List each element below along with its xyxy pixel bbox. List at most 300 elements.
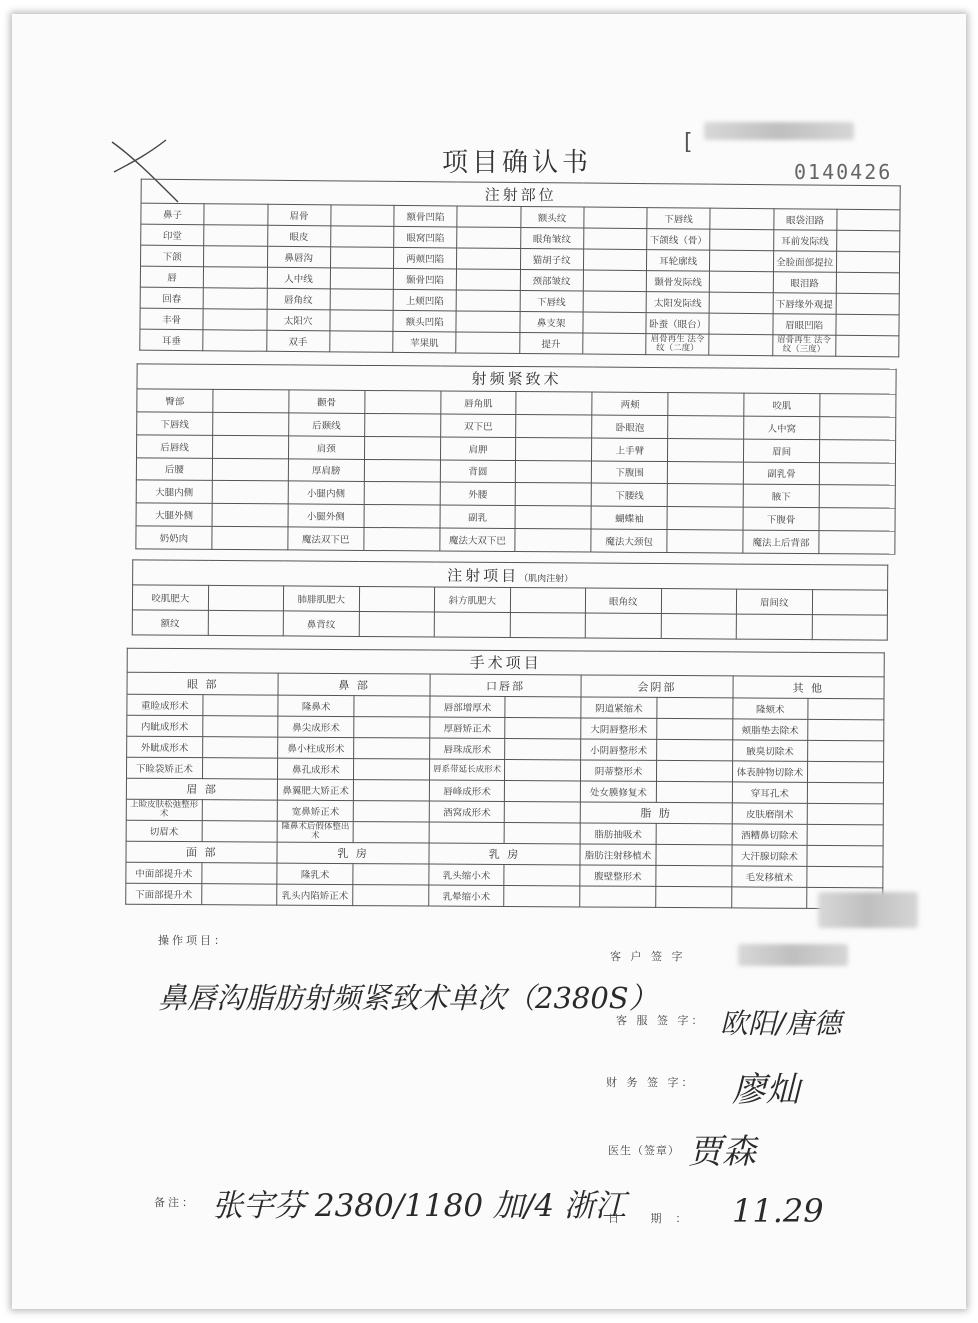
surgery-item-label: 鼻翼肥大矫正术	[278, 779, 354, 800]
surgery-checkbox[interactable]	[202, 800, 278, 821]
surgery-item-label: 外眦成形术	[127, 736, 203, 757]
surgery-column-header: 其 他	[732, 676, 884, 699]
rf-tightening-item-label: 两颊	[592, 392, 668, 415]
rf-tightening-item-label: 副乳	[440, 505, 516, 528]
injection-site-checkbox[interactable]	[709, 334, 772, 356]
injection-site-item-label: 眉骨再生 法令纹（二度）	[646, 334, 709, 356]
injection-items-item-label	[434, 612, 510, 638]
rf-tightening-item-label: 臀部	[137, 389, 213, 412]
surgery-item-label: 下睑袋矫正术	[126, 757, 202, 778]
surgery-item-label: 腋臭切除术	[732, 740, 808, 761]
rf-tightening-checkbox[interactable]	[668, 392, 744, 415]
injection-site-item-label: 颈部皱纹	[520, 269, 583, 291]
surgery-item-label	[429, 822, 505, 843]
surgery-item-label: 切眉术	[126, 820, 202, 841]
surgery-item-label: 穿耳孔术	[732, 782, 808, 803]
surgery-item-label: 处女膜修复术	[580, 781, 656, 802]
surgery-item-label: 腹壁整形术	[580, 865, 656, 886]
form-page	[12, 14, 966, 1309]
injection-site-checkbox[interactable]	[456, 332, 519, 354]
rf-tightening-checkbox[interactable]	[516, 437, 592, 460]
rf-tightening-item-label: 蝴蝶袖	[591, 506, 667, 529]
injection-site-checkbox[interactable]	[583, 249, 646, 271]
injection-items-item-label: 眉间纹	[736, 589, 812, 615]
injection-items-checkbox[interactable]	[359, 611, 435, 637]
surgery-checkbox[interactable]	[656, 760, 732, 781]
rf-tightening-item-label: 双下巴	[440, 414, 516, 437]
rf-tightening-checkbox[interactable]	[364, 390, 440, 413]
rf-tightening-row	[136, 526, 895, 554]
rf-tightening-checkbox[interactable]	[212, 504, 288, 527]
injection-site-item-label: 卧蚕（眼台）	[646, 313, 709, 335]
rf-tightening-item-label: 外腰	[440, 482, 516, 505]
injection-site-item-label: 唇角纹	[267, 288, 330, 310]
injection-items-title: 注射项目	[447, 566, 520, 585]
injection-site-item-label: 猫胡子纹	[520, 249, 583, 271]
injection-site-item-label: 两颊凹陷	[393, 247, 456, 269]
injection-site-item-label: 下唇缘外观提	[773, 293, 836, 315]
injection-site-checkbox[interactable]	[204, 204, 267, 226]
service-signature-value: 欧阳/唐德	[720, 1007, 842, 1040]
rf-tightening-item-label: 下腹骨	[743, 507, 819, 530]
surgery-item-label: 宽鼻矫正术	[278, 800, 354, 821]
surgery-table	[125, 648, 885, 910]
surgery-checkbox[interactable]	[354, 696, 430, 717]
surgery-checkbox[interactable]	[202, 716, 278, 737]
surgery-item-label	[580, 886, 656, 907]
rf-tightening-item-label: 魔法双下巴	[288, 527, 364, 550]
injection-items-item-label: 鼻背纹	[283, 611, 359, 637]
surgery-checkbox[interactable]	[505, 822, 581, 843]
surgery-column-header: 口唇部	[430, 674, 582, 697]
rf-tightening-checkbox[interactable]	[212, 458, 288, 481]
surgery-item-label: 鼻孔成形术	[278, 758, 354, 779]
rf-tightening-item-label: 大腿内侧	[136, 480, 212, 503]
rf-tightening-checkbox[interactable]	[820, 394, 896, 417]
rf-tightening-item-label: 下腹围	[592, 461, 668, 484]
injection-site-item-label: 眉眼凹陷	[772, 314, 835, 336]
injection-site-item-label: 丰骨	[140, 308, 203, 330]
rf-tightening-checkbox[interactable]	[668, 415, 744, 438]
injection-site-item-label: 下颌	[141, 245, 204, 267]
injection-site-checkbox[interactable]	[331, 205, 394, 227]
injection-site-item-label: 人中线	[267, 267, 330, 289]
injection-items-item-label: 肺腓肌肥大	[283, 586, 359, 612]
surgery-item-label: 小阴唇整形术	[581, 739, 657, 760]
injection-site-checkbox[interactable]	[330, 268, 393, 290]
injection-site-checkbox[interactable]	[710, 229, 773, 251]
surgery-checkbox[interactable]	[807, 824, 883, 845]
injection-site-item-label: 眼袋泪路	[773, 209, 836, 231]
surgery-checkbox[interactable]	[505, 718, 581, 739]
rf-tightening-item-label: 后唇线	[137, 435, 213, 458]
remark-value: 张宇芬 2380/1180 加/4 浙江	[212, 1188, 626, 1224]
surgery-checkbox[interactable]	[202, 863, 278, 884]
injection-site-checkbox[interactable]	[836, 272, 899, 294]
surgery-item-label: 鼻小柱成形术	[278, 737, 354, 758]
surgery-checkbox[interactable]	[505, 780, 581, 801]
rf-tightening-table	[135, 363, 896, 554]
rf-tightening-checkbox[interactable]	[516, 460, 592, 483]
injection-site-checkbox[interactable]	[330, 310, 393, 332]
rf-tightening-item-label: 小腿内侧	[288, 481, 364, 504]
injection-site-checkbox[interactable]	[456, 290, 519, 312]
rf-tightening-checkbox[interactable]	[515, 529, 591, 552]
surgery-checkbox[interactable]	[202, 821, 278, 842]
rf-tightening-checkbox[interactable]	[819, 508, 895, 531]
surgery-checkbox[interactable]	[505, 739, 581, 760]
rf-tightening-checkbox[interactable]	[819, 462, 895, 485]
rf-tightening-item-label: 副乳骨	[743, 462, 819, 485]
injection-site-item-label: 额骨凹陷	[394, 205, 457, 227]
surgery-subsection-header: 脂 肪	[580, 802, 732, 824]
surgery-subsection-header: 面 部	[126, 841, 278, 863]
injection-site-checkbox[interactable]	[330, 331, 393, 353]
injection-site-item-label: 额头凹陷	[393, 310, 456, 332]
surgery-checkbox[interactable]	[656, 886, 732, 907]
rf-tightening-item-label: 唇角肌	[440, 391, 516, 414]
injection-site-item-label: 回春	[140, 287, 203, 309]
doctor-signature-value: 贾森	[688, 1132, 756, 1172]
injection-site-checkbox[interactable]	[204, 267, 267, 289]
injection-site-item-label: 上颊凹陷	[393, 289, 456, 311]
rf-tightening-checkbox[interactable]	[212, 435, 288, 458]
rf-tightening-item-label: 腋下	[743, 484, 819, 507]
injection-site-item-label: 鼻唇沟	[267, 246, 330, 268]
rf-tightening-checkbox[interactable]	[364, 413, 440, 436]
surgery-checkbox[interactable]	[808, 698, 884, 719]
rf-tightening-item-label: 肩颈	[288, 436, 364, 459]
surgery-item-label: 隆乳术	[277, 863, 353, 884]
injection-site-checkbox[interactable]	[710, 271, 773, 293]
injection-items-item-label: 咬肌肥大	[132, 585, 208, 611]
injection-site-checkbox[interactable]	[837, 209, 900, 231]
injection-items-subheader: （肌肉注射）	[519, 573, 574, 584]
surgery-item-label: 乳晕缩小术	[428, 885, 504, 906]
injection-site-checkbox[interactable]	[835, 335, 898, 357]
rf-tightening-item-label: 颧骨	[289, 390, 365, 413]
rf-tightening-checkbox[interactable]	[667, 484, 743, 507]
rf-tightening-checkbox[interactable]	[213, 389, 289, 412]
finance-signature-value: 廖灿	[732, 1070, 800, 1110]
injection-site-checkbox[interactable]	[583, 333, 646, 355]
surgery-item-label: 乳头内陷矫正术	[277, 884, 353, 905]
surgery-item-label: 上睑皮肤松弛整形术	[126, 799, 202, 820]
injection-site-checkbox[interactable]	[836, 314, 899, 336]
rf-tightening-checkbox[interactable]	[820, 439, 896, 462]
surgery-item-label: 脂肪抽吸术	[580, 823, 656, 844]
surgery-column-header: 会阴部	[581, 675, 733, 698]
injection-site-checkbox[interactable]	[203, 330, 266, 352]
surgery-checkbox[interactable]	[353, 801, 429, 822]
serial-number: 0140426	[794, 160, 893, 184]
surgery-checkbox[interactable]	[807, 845, 883, 866]
rf-tightening-header: 射频紧致术	[137, 364, 896, 394]
rf-tightening-checkbox[interactable]	[516, 414, 592, 437]
injection-items-table	[132, 559, 889, 640]
rf-tightening-item-label: 大腿外侧	[136, 503, 212, 526]
injection-site-item-label: 鼻子	[141, 203, 204, 225]
rf-tightening-checkbox[interactable]	[516, 483, 592, 506]
surgery-checkbox[interactable]	[808, 761, 884, 782]
rf-tightening-checkbox[interactable]	[667, 530, 743, 553]
surgery-checkbox[interactable]	[808, 740, 884, 761]
surgery-item-label: 隆鼻术后假体整出术	[277, 821, 353, 842]
form-title: 项目确认书	[442, 148, 593, 178]
rf-tightening-checkbox[interactable]	[212, 526, 288, 549]
injection-site-item-label: 苹果肌	[393, 331, 456, 353]
rf-tightening-item-label: 眉间	[744, 439, 820, 462]
surgery-checkbox[interactable]	[807, 866, 883, 887]
injection-items-item-label: 眼角纹	[585, 588, 661, 614]
injection-items-checkbox[interactable]	[661, 589, 737, 615]
surgery-subsection-header: 乳 房	[429, 843, 581, 865]
surgery-checkbox[interactable]	[657, 718, 733, 739]
injection-site-item-label: 下颌线（骨）	[647, 229, 710, 251]
surgery-item-label: 乳头缩小术	[429, 864, 505, 885]
rf-tightening-item-label: 小腿外侧	[288, 504, 364, 527]
surgery-checkbox[interactable]	[656, 844, 732, 865]
rf-tightening-checkbox[interactable]	[819, 485, 895, 508]
injection-site-checkbox[interactable]	[709, 292, 772, 314]
injection-site-checkbox[interactable]	[457, 248, 520, 270]
surgery-subsection-header: 眉 部	[126, 778, 278, 800]
redacted-block	[738, 944, 848, 966]
rf-tightening-item-label: 下唇线	[137, 412, 213, 435]
surgery-checkbox[interactable]	[353, 885, 429, 906]
injection-items-checkbox[interactable]	[661, 614, 737, 640]
injection-site-item-label: 鼻支架	[519, 311, 582, 333]
rf-tightening-checkbox[interactable]	[516, 391, 592, 414]
surgery-checkbox[interactable]	[202, 737, 278, 758]
injection-site-item-label: 颞骨凹陷	[393, 268, 456, 290]
surgery-checkbox[interactable]	[656, 823, 732, 844]
surgery-item-label: 隆鼻术	[278, 695, 354, 716]
rf-tightening-checkbox[interactable]	[212, 481, 288, 504]
surgery-checkbox[interactable]	[354, 717, 430, 738]
injection-items-checkbox[interactable]	[208, 610, 284, 636]
rf-tightening-item-label: 咬肌	[744, 393, 820, 416]
injection-items-row	[132, 610, 887, 640]
injection-site-item-label: 眼泪路	[773, 272, 836, 294]
injection-site-item-label: 印堂	[141, 224, 204, 246]
surgery-item-label: 唇部增厚术	[430, 696, 506, 717]
rf-tightening-item-label: 上手臂	[592, 438, 668, 461]
injection-site-item-label: 唇	[140, 266, 203, 288]
service-signature-label: 客 服 签 字：	[616, 1014, 706, 1027]
surgery-checkbox[interactable]	[808, 719, 884, 740]
injection-site-item-label: 双手	[266, 330, 329, 352]
injection-site-checkbox[interactable]	[584, 207, 647, 229]
surgery-checkbox[interactable]	[505, 697, 581, 718]
surgery-checkbox[interactable]	[656, 739, 732, 760]
surgery-item-label: 阴道紧缩术	[581, 697, 657, 718]
surgery-checkbox[interactable]	[354, 759, 430, 780]
rf-tightening-checkbox[interactable]	[668, 438, 744, 461]
injection-items-checkbox[interactable]	[359, 586, 435, 612]
surgery-item-label: 颊脂垫去除术	[732, 719, 808, 740]
rf-tightening-item-label: 下腰线	[592, 483, 668, 506]
surgery-item-label: 毛发移植术	[731, 866, 807, 887]
surgery-checkbox[interactable]	[353, 864, 429, 885]
surgery-checkbox[interactable]	[505, 801, 581, 822]
rf-tightening-item-label: 厚肩膀	[288, 458, 364, 481]
rf-tightening-checkbox[interactable]	[668, 461, 744, 484]
surgery-row	[126, 883, 883, 909]
rf-tightening-item-label: 魔法上后背部	[743, 530, 819, 553]
surgery-subsection-header: 乳 房	[277, 842, 429, 864]
surgery-checkbox[interactable]	[201, 884, 277, 905]
surgery-item-label: 隆颏术	[732, 698, 808, 719]
injection-site-item-label: 耳垂	[140, 329, 203, 351]
surgery-column-header: 鼻 部	[278, 673, 430, 696]
injection-site-checkbox[interactable]	[583, 291, 646, 313]
rf-tightening-checkbox[interactable]	[364, 459, 440, 482]
injection-site-checkbox[interactable]	[583, 312, 646, 334]
customer-signature-label: 客 户 签 字	[610, 950, 686, 963]
injection-site-checkbox[interactable]	[836, 251, 899, 273]
injection-site-item-label: 耳轮廓线	[646, 250, 709, 272]
rf-tightening-checkbox[interactable]	[819, 531, 895, 554]
rf-tightening-item-label: 后腰	[136, 457, 212, 480]
injection-site-checkbox[interactable]	[203, 309, 266, 331]
surgery-item-label: 大阴唇整形术	[581, 718, 657, 739]
injection-site-checkbox[interactable]	[456, 311, 519, 333]
doctor-signature-label: 医生（签章）	[608, 1144, 680, 1157]
injection-site-checkbox[interactable]	[710, 250, 773, 272]
rf-tightening-item-label: 背圆	[440, 459, 516, 482]
surgery-checkbox[interactable]	[504, 864, 580, 885]
surgery-checkbox[interactable]	[202, 758, 278, 779]
surgery-checkbox[interactable]	[504, 885, 580, 906]
injection-items-item-label	[736, 614, 812, 640]
operation-value: 鼻唇沟脂肪射频紧致术单次（2380S）	[158, 981, 658, 1015]
injection-items-checkbox[interactable]	[510, 588, 586, 614]
rf-tightening-checkbox[interactable]	[213, 412, 289, 435]
injection-site-table	[139, 179, 900, 358]
injection-site-checkbox[interactable]	[583, 270, 646, 292]
surgery-checkbox[interactable]	[354, 738, 430, 759]
surgery-item-label: 体表肿物切除术	[732, 761, 808, 782]
injection-site-checkbox[interactable]	[330, 226, 393, 248]
injection-items-item-label: 斜方肌肥大	[434, 587, 510, 613]
operation-label: 操作项目：	[158, 934, 228, 947]
injection-site-item-label: 太阳发际线	[646, 292, 709, 314]
surgery-item-label: 脂肪注射移植术	[580, 844, 656, 865]
injection-site-item-label: 眉骨再生 法令纹（三度）	[772, 335, 835, 357]
injection-items-item-label	[585, 613, 661, 639]
serial-prefix: [	[684, 130, 693, 155]
injection-site-item-label: 下唇线	[520, 290, 583, 312]
surgery-column-header: 眼 部	[127, 672, 279, 695]
surgery-checkbox[interactable]	[657, 697, 733, 718]
injection-site-item-label: 眼窝凹陷	[394, 226, 457, 248]
finance-signature-label: 财 务 签 字：	[606, 1076, 696, 1089]
surgery-item-label: 皮肤磨削术	[732, 803, 808, 824]
rf-tightening-item-label: 魔法大双下巴	[439, 528, 515, 551]
surgery-checkbox[interactable]	[808, 782, 884, 803]
surgery-item-label: 酒窝成形术	[429, 801, 505, 822]
surgery-checkbox[interactable]	[353, 822, 429, 843]
surgery-item-label: 中面部提升术	[126, 862, 202, 883]
surgery-item-label: 厚唇矫正术	[429, 717, 505, 738]
surgery-item-label: 内眦成形术	[127, 715, 203, 736]
surgery-item-label: 唇系带延长成形术	[429, 759, 505, 780]
surgery-checkbox[interactable]	[656, 781, 732, 802]
injection-items-checkbox[interactable]	[812, 590, 888, 616]
injection-site-checkbox[interactable]	[203, 288, 266, 310]
injection-site-item-label: 耳前发际线	[773, 230, 836, 252]
surgery-item-label: 鼻尖成形术	[278, 716, 354, 737]
date-value: 11.29	[732, 1192, 824, 1230]
redacted-block	[704, 122, 854, 140]
injection-site-checkbox[interactable]	[709, 313, 772, 335]
injection-site-checkbox[interactable]	[457, 206, 520, 228]
injection-site-checkbox[interactable]	[204, 246, 267, 268]
rf-tightening-item-label: 人中窝	[744, 416, 820, 439]
rf-tightening-checkbox[interactable]	[667, 507, 743, 530]
surgery-checkbox[interactable]	[505, 760, 581, 781]
rf-tightening-checkbox[interactable]	[515, 506, 591, 529]
injection-site-checkbox[interactable]	[457, 227, 520, 249]
injection-site-item-label: 提升	[519, 332, 582, 354]
injection-items-checkbox[interactable]	[812, 615, 888, 641]
surgery-item-label: 大汗腺切除术	[731, 845, 807, 866]
rf-tightening-item-label: 卧眼泡	[592, 415, 668, 438]
rf-tightening-checkbox[interactable]	[820, 416, 896, 439]
injection-site-checkbox[interactable]	[583, 228, 646, 250]
injection-site-item-label: 眉骨	[267, 204, 330, 226]
injection-items-item-label: 额纹	[132, 610, 208, 636]
rf-tightening-item-label: 魔法大颈包	[591, 529, 667, 552]
surgery-checkbox[interactable]	[807, 803, 883, 824]
rf-tightening-checkbox[interactable]	[364, 436, 440, 459]
injection-site-item-label: 眼角皱纹	[520, 228, 583, 250]
injection-site-checkbox[interactable]	[836, 230, 899, 252]
injection-site-checkbox[interactable]	[710, 208, 773, 230]
injection-site-checkbox[interactable]	[330, 247, 393, 269]
surgery-checkbox[interactable]	[656, 865, 732, 886]
surgery-item-label: 重睑成形术	[127, 694, 203, 715]
injection-site-checkbox[interactable]	[836, 293, 899, 315]
rf-tightening-checkbox[interactable]	[364, 528, 440, 551]
surgery-header: 手术项目	[127, 648, 884, 677]
surgery-item-label	[731, 887, 807, 908]
rf-tightening-checkbox[interactable]	[364, 505, 440, 528]
date-label: 日 期：	[608, 1212, 701, 1225]
surgery-item-label: 酒糟鼻切除术	[732, 824, 808, 845]
injection-site-item-label: 下唇线	[647, 208, 710, 230]
redacted-block	[818, 892, 918, 928]
injection-items-checkbox[interactable]	[208, 585, 284, 611]
injection-site-checkbox[interactable]	[204, 225, 267, 247]
injection-site-item-label: 眼皮	[267, 225, 330, 247]
injection-site-item-label: 颞骨发际线	[646, 271, 709, 293]
injection-site-checkbox[interactable]	[330, 289, 393, 311]
injection-site-item-label: 太阳穴	[266, 309, 329, 331]
rf-tightening-item-label: 奶奶肉	[136, 526, 212, 549]
injection-items-checkbox[interactable]	[510, 612, 586, 638]
injection-site-item-label: 额头纹	[520, 207, 583, 229]
injection-site-header: 注射部位	[141, 179, 900, 210]
injection-site-checkbox[interactable]	[457, 269, 520, 291]
surgery-item-label: 下面部提升术	[126, 883, 202, 904]
surgery-item-label: 阴蒂整形术	[581, 760, 657, 781]
rf-tightening-checkbox[interactable]	[364, 482, 440, 505]
surgery-item-label: 唇峰成形术	[429, 780, 505, 801]
surgery-checkbox[interactable]	[203, 695, 279, 716]
surgery-checkbox[interactable]	[353, 780, 429, 801]
